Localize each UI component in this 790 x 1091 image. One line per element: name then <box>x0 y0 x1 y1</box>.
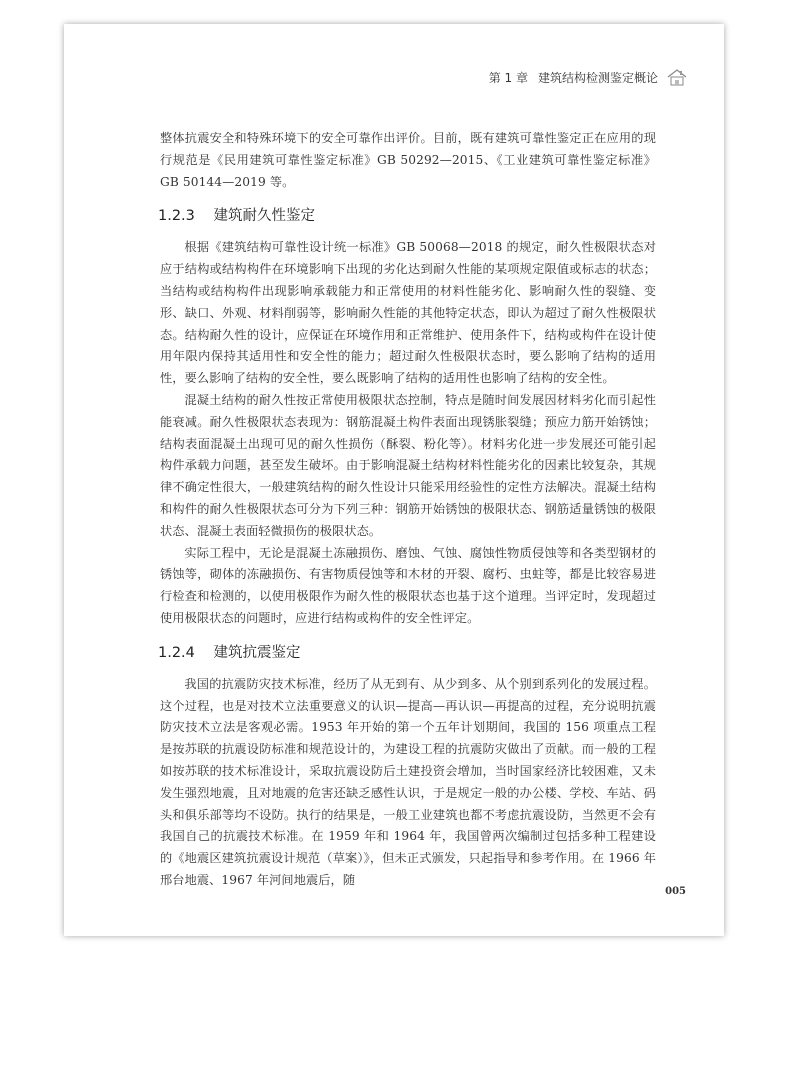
page-body <box>160 128 656 892</box>
chapter-title: 建筑结构检测鉴定概论 <box>537 70 658 85</box>
chapter-number: 第 1 章 <box>488 70 528 85</box>
paragraph: 实际工程中，无论是混凝土冻融损伤、磨蚀、气蚀、腐蚀性物质侵蚀等和各类型钢材的锈蚀等，砌体的冻融损伤、有害物质侵蚀等和木材的开裂、腐朽、虫蛀等，都是比较容易进行检查和检测的，以使用极限作为耐久性的极限状态也基于这个道理。当评定时，发现超过使用极限状态的问题时，应进行结构或构件的安全性评定。 <box>160 545 656 625</box>
section-title: 建筑耐久性鉴定 <box>213 208 316 225</box>
book-page <box>64 24 724 936</box>
section-heading <box>158 201 656 231</box>
running-header <box>489 68 688 86</box>
paragraph: 根据《建筑结构可靠性设计统一标准》GB 50068—2018 的规定，耐久性极限状态对应于结构或结构构件在环境影响下出现的劣化达到耐久性能的某项规定限值或标志的状态；当结构或结构构件出现影响承载能力和正常使用的材料性能劣化、影响耐久性的裂缝、变形、缺口、外观、材料削弱等，影响耐久性能的其他特定状态，即认为超过了耐久性极限状态。结构耐久性的设计，应保证在环境作用和正常维护、使用条件下，结构或构件在设计使用年限内保持其适用性和安全性的能力；超过耐久性极限状态时，要么影响了结构的适用性，要么影响了结构的安全性，要么既影响了结构的适用性也影响了结构的安全性。 <box>160 240 656 386</box>
section-number: 1.2.3 <box>158 208 195 225</box>
paragraph: 混凝土结构的耐久性按正常使用极限状态控制，特点是随时间发展因材料劣化而引起性能衰减。耐久性极限状态表现为：钢筋混凝土构件表面出现锈胀裂缝；预应力筋开始锈蚀；结构表面混凝土出现可见的耐久性损伤（酥裂、粉化等）。材料劣化进一步发展还可能引起构件承载力问题，甚至发生破坏。由于影响混凝土结构材料性能劣化的因素比较复杂，其规律不确定性很大，一般建筑结构的耐久性设计只能采用经验性的定性方法解决。混凝土结构和构件的耐久性极限状态可分为下列三种：钢筋开始锈蚀的极限状态、钢筋适量锈蚀的极限状态、混凝土表面轻微损伤的极限状态。 <box>160 392 656 538</box>
paragraph: 整体抗震安全和特殊环境下的安全可靠作出评价。目前，既有建筑可靠性鉴定正在应用的现行规范是《民用建筑可靠性鉴定标准》GB 50292—2015、《工业建筑可靠性鉴定标准》GB 50144—2019 等。 <box>160 131 656 189</box>
section-heading <box>158 638 656 668</box>
house-icon <box>666 68 688 86</box>
section-number: 1.2.4 <box>158 644 195 661</box>
section-title: 建筑抗震鉴定 <box>213 644 301 661</box>
page-number: 005 <box>665 886 686 897</box>
paragraph: 我国的抗震防灾技术标准，经历了从无到有、从少到多、从个别到系列化的发展过程。这个过程，也是对技术立法重要意义的认识—提高—再认识—再提高的过程，充分说明抗震防灾技术立法是客观必需。1953 年开始的第一个五年计划期间，我国的 156 项重点工程是按苏联的抗震设防标准和规范设计的，为建设工程的抗震防灾做出了贡献。而一般的工程如按苏联的技术标准设计，采取抗震设防后土建投资会增加，当时国家经济比较困难，又未发生强烈地震，且对地震的危害还缺乏感性认识，于是规定一般的办公楼、学校、车站、码头和俱乐部等均不设防。执行的结果是，一般工业建筑也都不考虑抗震设防，当然更不会有我国自己的抗震技术标准。在 1959 年和 1964 年，我国曾两次编制过包括多种工程建设的《地震区建筑抗震设计规范（草案）》，但未正式颁发，只起指导和参考作用。在 1966 年邢台地震、1967 年河间地震后，随 <box>160 676 656 887</box>
